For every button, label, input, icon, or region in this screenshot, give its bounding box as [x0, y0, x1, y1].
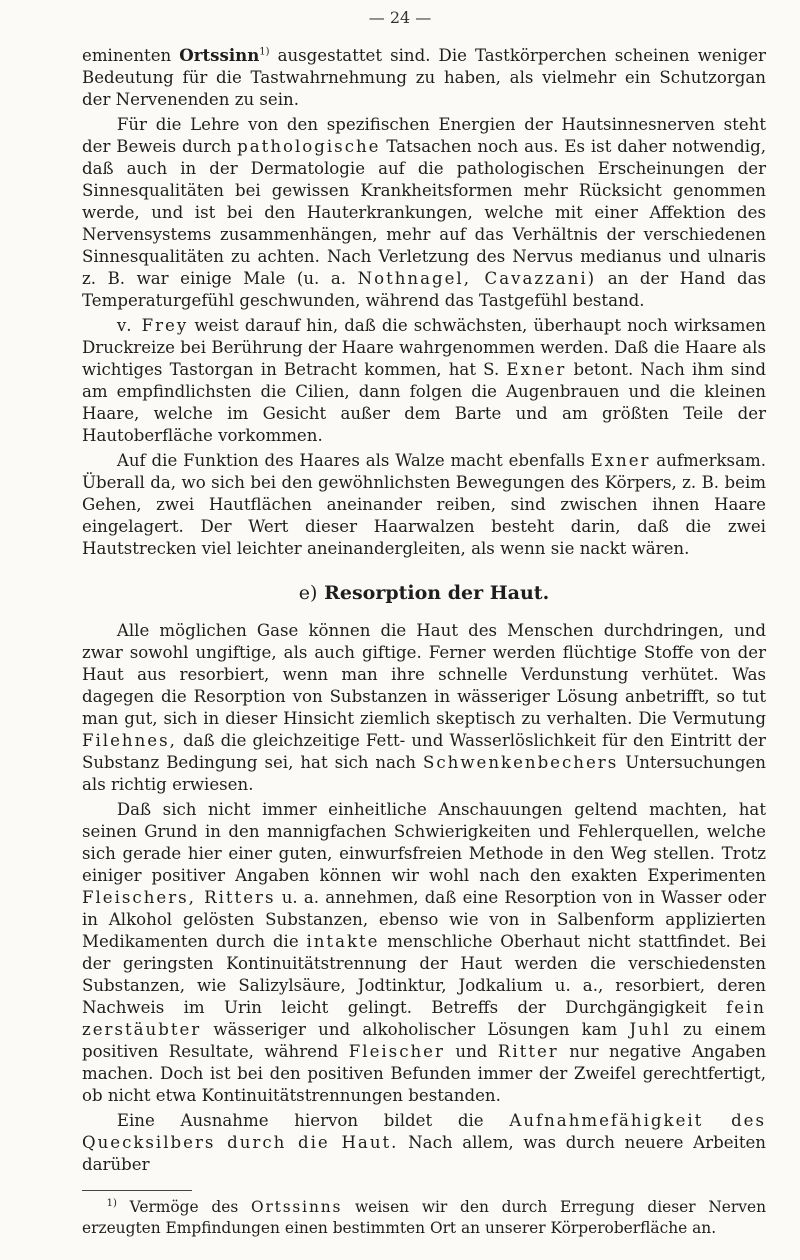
footnote	[82, 1197, 766, 1239]
text-run: aufmerksam. Überall da, wo sich bei den gewöhnlichsten Bewegungen des Körpers, z. B. beim Gehen, zwei Hautflächen aneinander reiben, sind zwischen ihnen Haare eingelagert. Der Wert dieser Haarwalzen besteht darin, daß die zwei Hautstrecken viel leichter aneinandergleiten, als wenn sie nackt wären.	[82, 451, 766, 558]
emphasis-fein-zerstaeubter: fein zerstäubter	[82, 998, 766, 1039]
paragraph-2	[82, 315, 766, 447]
text-run: Alle möglichen Gase können die Haut des Menschen durchdringen, und zwar sowohl ungiftige, als auch giftige. Ferner werden flüchtige Stoffe von der Haut aus resorbiert, wenn man ihre schnelle Verdunstung verhütet. Was dagegen die Resorption von Substanzen in wässeriger Lösung anbetrifft, so tut man gut, sich in dieser Hinsicht ziemlich skeptisch zu verhalten. Die Vermutung	[82, 621, 766, 728]
term-ortssinn: Ortssinn	[179, 45, 260, 65]
paragraph-4	[82, 620, 766, 796]
paragraph-6	[82, 1110, 766, 1176]
paragraph-5	[82, 799, 766, 1107]
author-exner: Exner	[590, 451, 651, 470]
text-run: u. a. annehmen, daß eine Resorption von in Wasser oder in Alkohol gelösten Substanzen, ebenso wie von in Salbenform applizierten Medikamenten durch die	[82, 888, 767, 951]
author-frey: v. Frey	[116, 316, 189, 335]
text-run: betont. Nach ihm sind am empfindlichsten die Cilien, dann folgen die Augenbrauen und die kleinen Haare, welche im Gesicht außer dem Barte und am größten Teile der Hautoberfläche vorkommen.	[82, 360, 767, 445]
text-run: Untersuchungen als richtig erwiesen.	[82, 753, 766, 794]
text-run: weisen wir den durch Erregung dieser Nerven erzeugten Empfindungen einen bestimmten Ort an unserer Körperoberfläche an.	[82, 1198, 766, 1237]
body-text	[82, 44, 766, 1239]
text-run: und	[455, 1042, 488, 1061]
text-run: Tatsachen noch aus. Es ist daher notwendig, daß auch in der Dermatologie auf die pathologischen Erscheinungen der Sinnesqualitäten bei gewissen Krankheitsformen mehr Rücksicht genommen werde, und ist bei den Hauterkrankungen, welche mit einer Affektion des Nervensystems zusammenhängen, mehr auf das Verhältnis der verschiedenen Sinnesqualitäten zu achten. Nach Verletzung des Nervus medianus und ulnaris z. B. war einige Male (u. a.	[82, 137, 767, 288]
text-run: menschliche Oberhaut nicht stattfindet. Bei der geringsten Kontinuitätstrennung der Haut werden die verschiedensten Substanzen, wie Salizylsäure, Jodtinktur, Jodkalium u. a., resorbiert, deren Nachweis im Urin leicht gelingt. Betreffs der Durchgängigkeit	[82, 932, 767, 1017]
text-run: ausgestattet sind. Die Tastkörperchen scheinen weniger Bedeutung für die Tastwahrnehmung zu haben, als vielmehr ein Schutzorgan der Nervenenden zu sein.	[82, 46, 766, 109]
text-run: Auf die Funktion des Haares als Walze macht ebenfalls	[116, 451, 585, 470]
paragraph-3	[82, 450, 766, 560]
text-run: eminenten	[82, 46, 172, 65]
footnote-ref: 1)	[259, 46, 270, 58]
author-juhl: Juhl	[629, 1020, 671, 1039]
author-fleischer: Fleischer	[348, 1042, 445, 1061]
text-run: Daß sich nicht immer einheitliche Anschauungen geltend machten, hat seinen Grund in den mannigfachen Schwierigkeiten und Fehlerquellen, welche sich gerade hier einer guten, einwurfsfreien Methode in den Weg stellen. Trotz einiger positiver Angaben können wir wohl nach den exakten Experimenten	[82, 800, 766, 885]
footnote-marker: 1)	[106, 1197, 117, 1209]
author-ritter: Ritter	[497, 1042, 559, 1061]
paragraph-0	[82, 44, 766, 111]
text-run: Vermöge des	[129, 1198, 239, 1216]
text-run: nur negative Angaben machen. Doch ist bei den positiven Befunden immer der Zweifel gerechtfertigt, ob nicht etwa Kontinuitätstrennungen bestanden.	[82, 1042, 767, 1105]
section-heading	[82, 582, 766, 604]
text-run: Nach allem, was durch neuere Arbeiten darüber	[82, 1133, 766, 1174]
author-names: Fleischers, Ritters	[82, 888, 276, 907]
author-filehne: Filehnes,	[82, 731, 177, 750]
text-run: Für die Lehre von den spezifischen Energien der Hautsinnesnerven steht der Beweis durch	[82, 115, 766, 156]
emphasis-quecksilber: Aufnahmefähigkeit des Quecksilbers durch die Haut.	[82, 1111, 766, 1152]
paragraph-1	[82, 114, 766, 312]
text-run: weist darauf hin, daß die schwächsten, überhaupt noch wirksamen Druckreize bei Berührung der Haare wahrgenommen werden. Daß die Haare als wichtiges Tastorgan in Betracht kommen, hat S.	[82, 316, 766, 379]
author-schwenkenbecher: Schwenkenbechers	[423, 753, 619, 772]
text-run: daß die gleichzeitige Fett- und Wasserlöslichkeit für den Eintritt der Substanz Bedingung sei, hat sich nach	[82, 731, 766, 772]
text-run: wässeriger und alkoholischer Lösungen kam	[213, 1020, 618, 1039]
author-exner: Exner	[506, 360, 567, 379]
text-run: zu einem positiven Resultate, während	[82, 1020, 766, 1061]
term-ortssinns: Ortssinns	[250, 1198, 343, 1216]
emphasis-intakte: intakte	[306, 932, 380, 951]
text-run: Eine Ausnahme hiervon bildet die	[116, 1111, 484, 1130]
author-names: Nothnagel, Cavazzani)	[357, 269, 597, 288]
section-title: Resorption der Haut.	[324, 582, 550, 604]
footnote-divider	[82, 1190, 192, 1191]
emphasis-pathologische: pathologische	[237, 137, 381, 156]
section-label: e)	[298, 582, 318, 604]
text-run: an der Hand das Temperaturgefühl geschwunden, während das Tastgefühl bestand.	[82, 269, 767, 310]
page-number: — 24 —	[368, 8, 432, 27]
